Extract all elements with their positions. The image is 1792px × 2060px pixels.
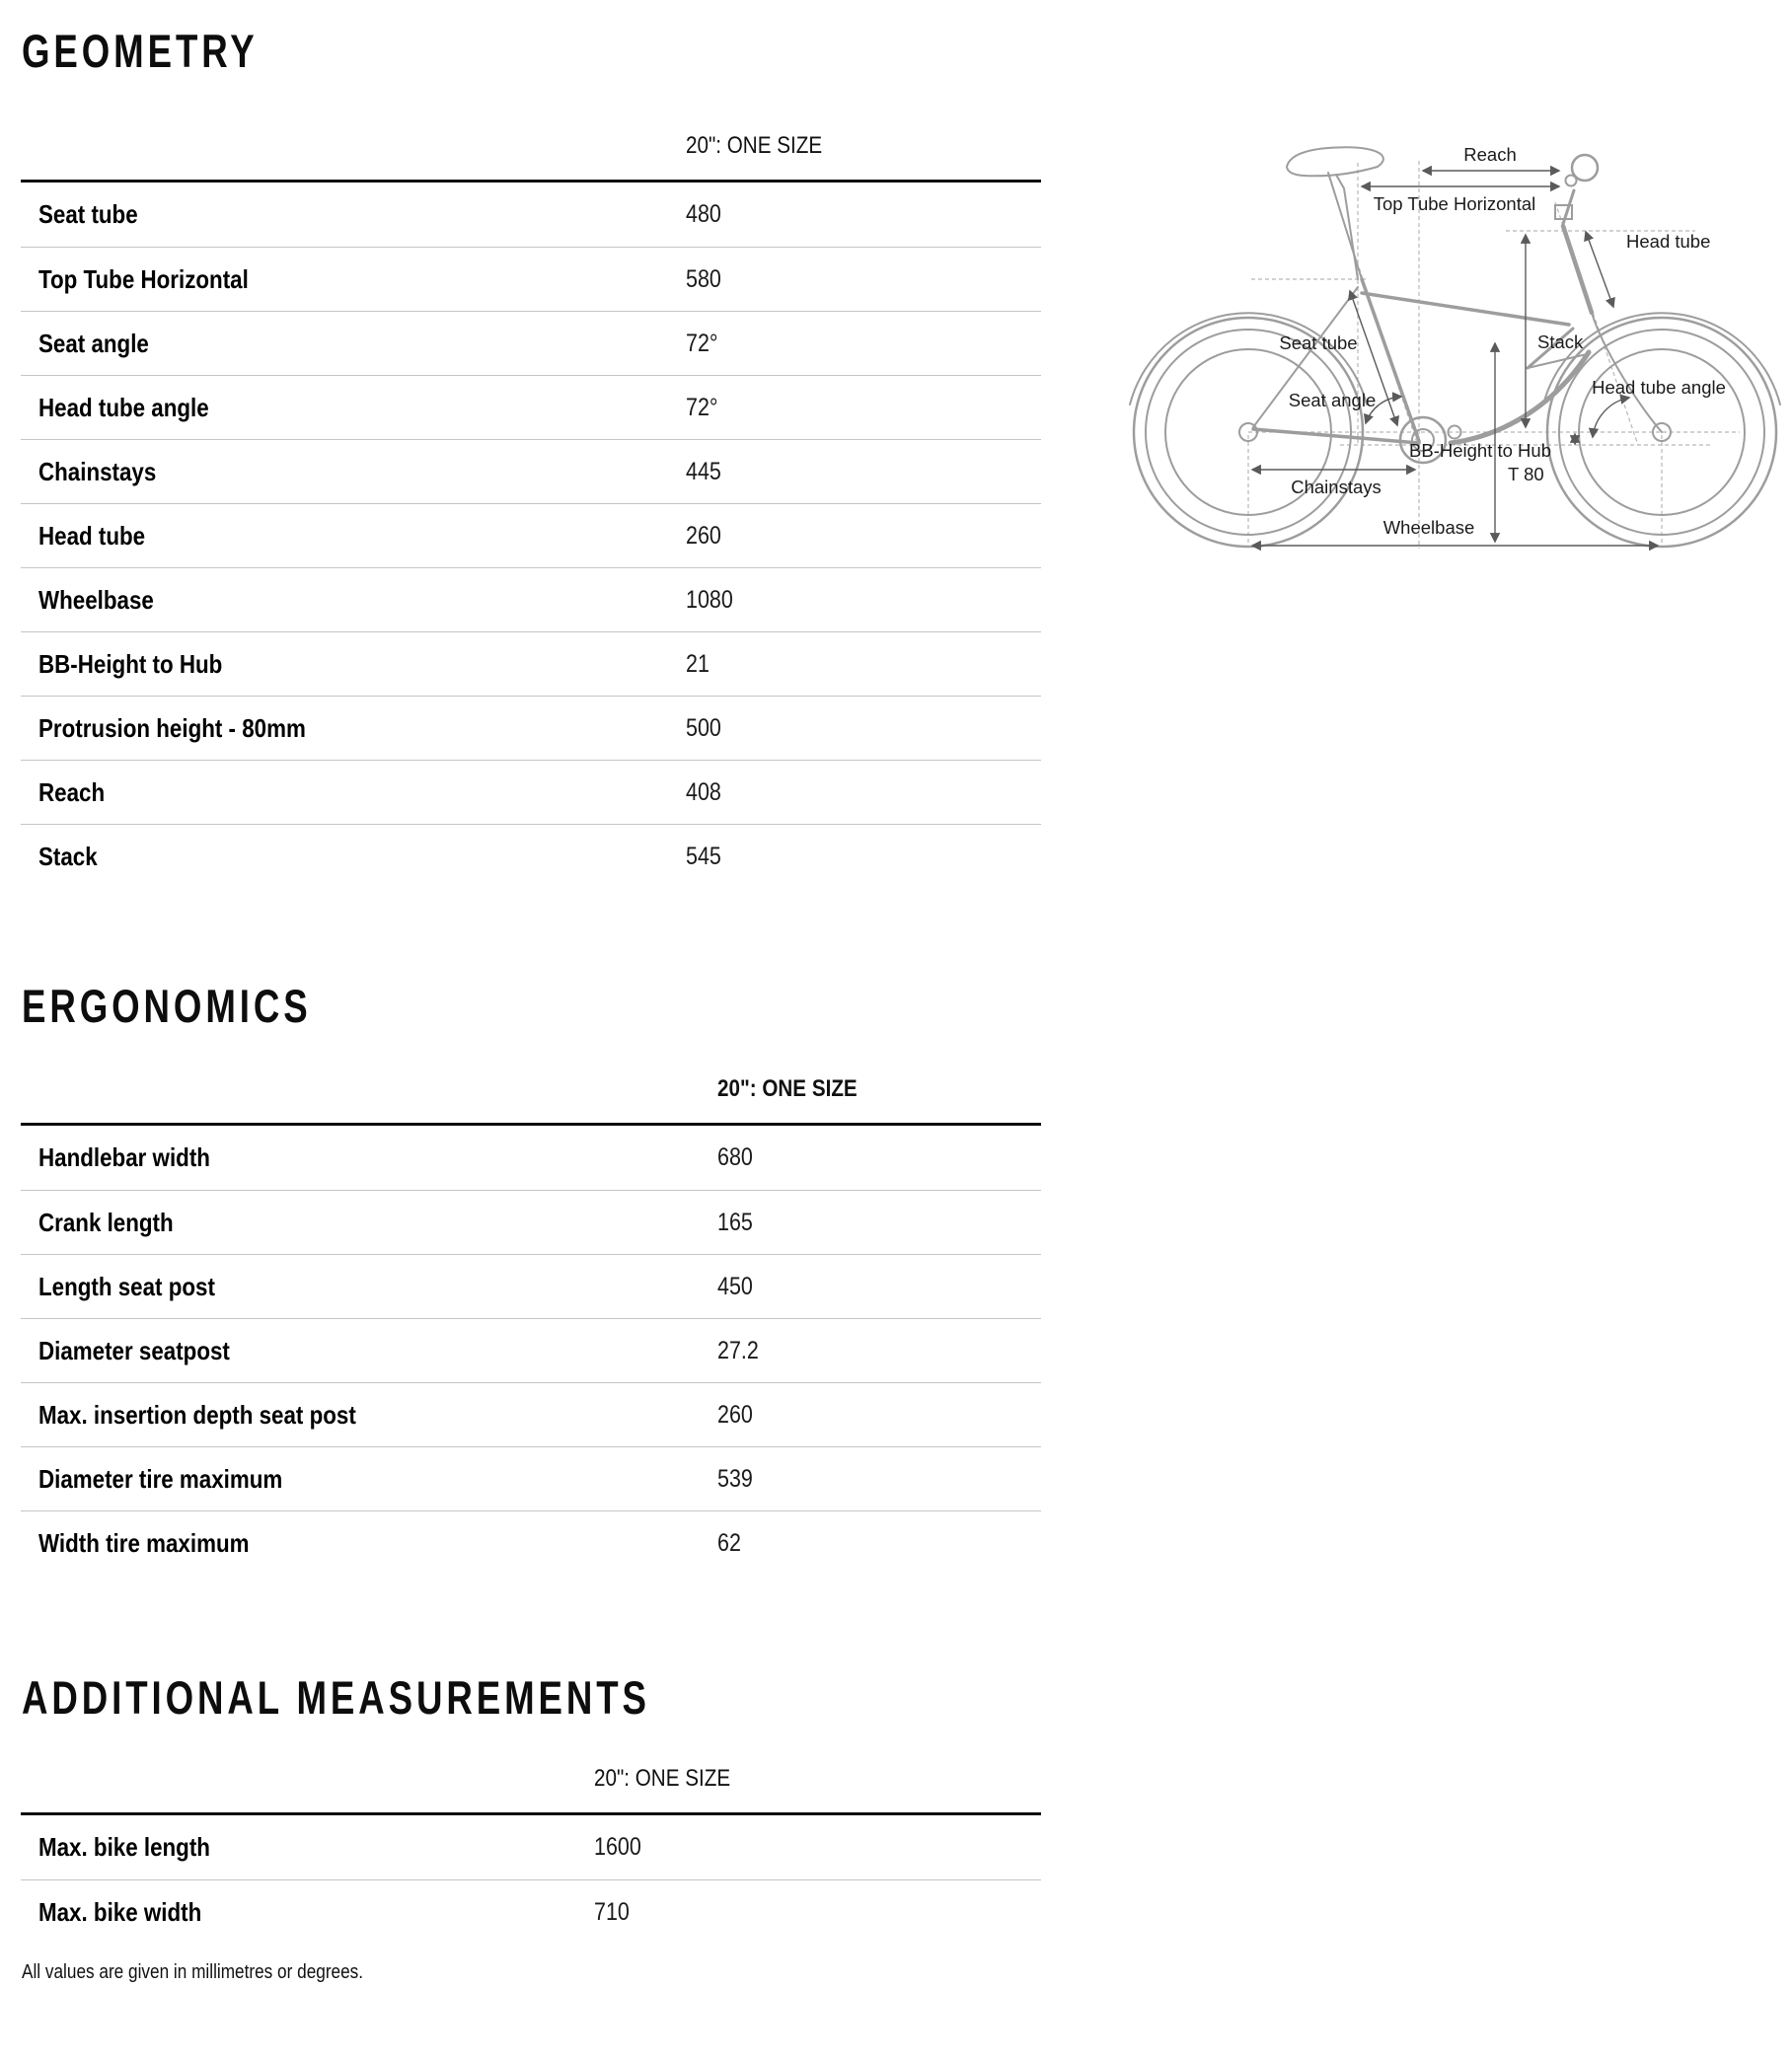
row-label: Max. bike length — [38, 1832, 210, 1862]
row-label: Seat angle — [38, 328, 149, 358]
row-value: 260 — [686, 521, 721, 550]
row-label: Width tire maximum — [38, 1527, 250, 1558]
row-value: 1600 — [594, 1833, 641, 1861]
diagram-label-bb-height-to-hub: BB-Height to Hub — [1409, 440, 1551, 461]
table-row — [21, 1879, 1041, 1944]
diagram-label-t80: T 80 — [1508, 464, 1544, 484]
table-row — [21, 1254, 1041, 1318]
table-row — [21, 311, 1041, 375]
section-additional-measurements — [0, 1672, 1792, 1944]
table-row — [21, 631, 1041, 696]
row-label: Protrusion height - 80mm — [38, 712, 306, 743]
row-label: Reach — [38, 776, 106, 807]
ergonomics-table — [21, 1032, 1041, 1575]
row-value: 260 — [717, 1400, 753, 1429]
diagram-label-chainstays: Chainstays — [1291, 477, 1381, 497]
row-value: 680 — [717, 1143, 753, 1171]
diagram-label-head-tube-angle: Head tube angle — [1592, 377, 1726, 398]
row-value: 72° — [686, 393, 718, 421]
section-title-ergonomics: ERGONOMICS — [22, 980, 312, 1032]
row-value: 21 — [686, 649, 709, 678]
table-row — [21, 760, 1041, 824]
row-value: 580 — [686, 264, 721, 293]
row-label: Length seat post — [38, 1271, 215, 1301]
row-label: Diameter seatpost — [38, 1335, 230, 1365]
row-label: Max. bike width — [38, 1896, 202, 1927]
row-value: 445 — [686, 457, 721, 485]
table-row — [21, 1382, 1041, 1446]
additional-measurements-table — [21, 1724, 1041, 1944]
row-label: Chainstays — [38, 456, 157, 486]
table-row — [21, 503, 1041, 567]
diagram-label-seat-tube: Seat tube — [1279, 332, 1358, 353]
table-row — [21, 567, 1041, 631]
geometry-table — [21, 77, 1041, 888]
row-label: Diameter tire maximum — [38, 1463, 283, 1494]
row-value: 72° — [686, 329, 718, 357]
diagram-label-top-tube-horizontal: Top Tube Horizontal — [1373, 193, 1536, 214]
units-footnote: All values are given in millimetres or degrees. — [22, 1961, 364, 1983]
head-tube-angle-arc — [1593, 398, 1629, 437]
size-column-header: 20": ONE SIZE — [717, 1075, 858, 1102]
bike-spec-page — [0, 26, 1792, 1984]
row-value: 1080 — [686, 585, 733, 614]
row-value: 62 — [717, 1528, 741, 1557]
row-label: Top Tube Horizontal — [38, 263, 249, 294]
row-value: 710 — [594, 1897, 630, 1926]
row-label: Seat tube — [38, 199, 138, 229]
size-column-header: 20": ONE SIZE — [594, 1765, 731, 1792]
table-row — [21, 183, 1041, 247]
table-row — [21, 824, 1041, 888]
table-row — [21, 375, 1041, 439]
row-label: Head tube angle — [38, 392, 209, 422]
saddle-and-seatpost — [1287, 147, 1383, 279]
diagram-label-seat-angle: Seat angle — [1288, 390, 1377, 410]
table-row — [21, 1510, 1041, 1575]
diagram-label-reach: Reach — [1463, 144, 1517, 165]
section-ergonomics — [0, 981, 1792, 1575]
row-label: Handlebar width — [38, 1142, 210, 1172]
section-title-additional-measurements: ADDITIONAL MEASUREMENTS — [22, 1671, 650, 1724]
row-value: 27.2 — [717, 1336, 759, 1364]
row-label: Stack — [38, 841, 98, 871]
additional-table-header — [21, 1724, 1041, 1815]
row-label: Max. insertion depth seat post — [38, 1399, 356, 1430]
table-row — [21, 439, 1041, 503]
section-title-geometry: GEOMETRY — [22, 25, 259, 77]
row-value: 480 — [686, 200, 721, 228]
row-value: 408 — [686, 777, 721, 806]
row-value: 539 — [717, 1464, 753, 1493]
stem-and-handlebar — [1555, 155, 1598, 224]
head-tube-arrow — [1586, 232, 1613, 307]
geometry-table-header — [21, 77, 1041, 183]
table-row — [21, 1318, 1041, 1382]
row-label: BB-Height to Hub — [38, 648, 223, 679]
size-column-header: 20": ONE SIZE — [686, 132, 823, 159]
row-value: 165 — [717, 1208, 753, 1236]
table-row — [21, 247, 1041, 311]
row-value: 500 — [686, 713, 721, 742]
table-row — [21, 696, 1041, 760]
diagram-label-stack: Stack — [1537, 331, 1584, 352]
row-value: 545 — [686, 842, 721, 870]
ergonomics-table-header — [21, 1032, 1041, 1126]
bike-geometry-diagram — [1103, 110, 1792, 583]
table-row — [21, 1446, 1041, 1510]
row-value: 450 — [717, 1272, 753, 1300]
table-row — [21, 1190, 1041, 1254]
diagram-label-head-tube: Head tube — [1626, 231, 1711, 252]
table-row — [21, 1815, 1041, 1879]
row-label: Head tube — [38, 520, 146, 551]
table-row — [21, 1126, 1041, 1190]
row-label: Crank length — [38, 1207, 174, 1237]
row-label: Wheelbase — [38, 584, 154, 615]
diagram-label-wheelbase: Wheelbase — [1382, 517, 1475, 538]
